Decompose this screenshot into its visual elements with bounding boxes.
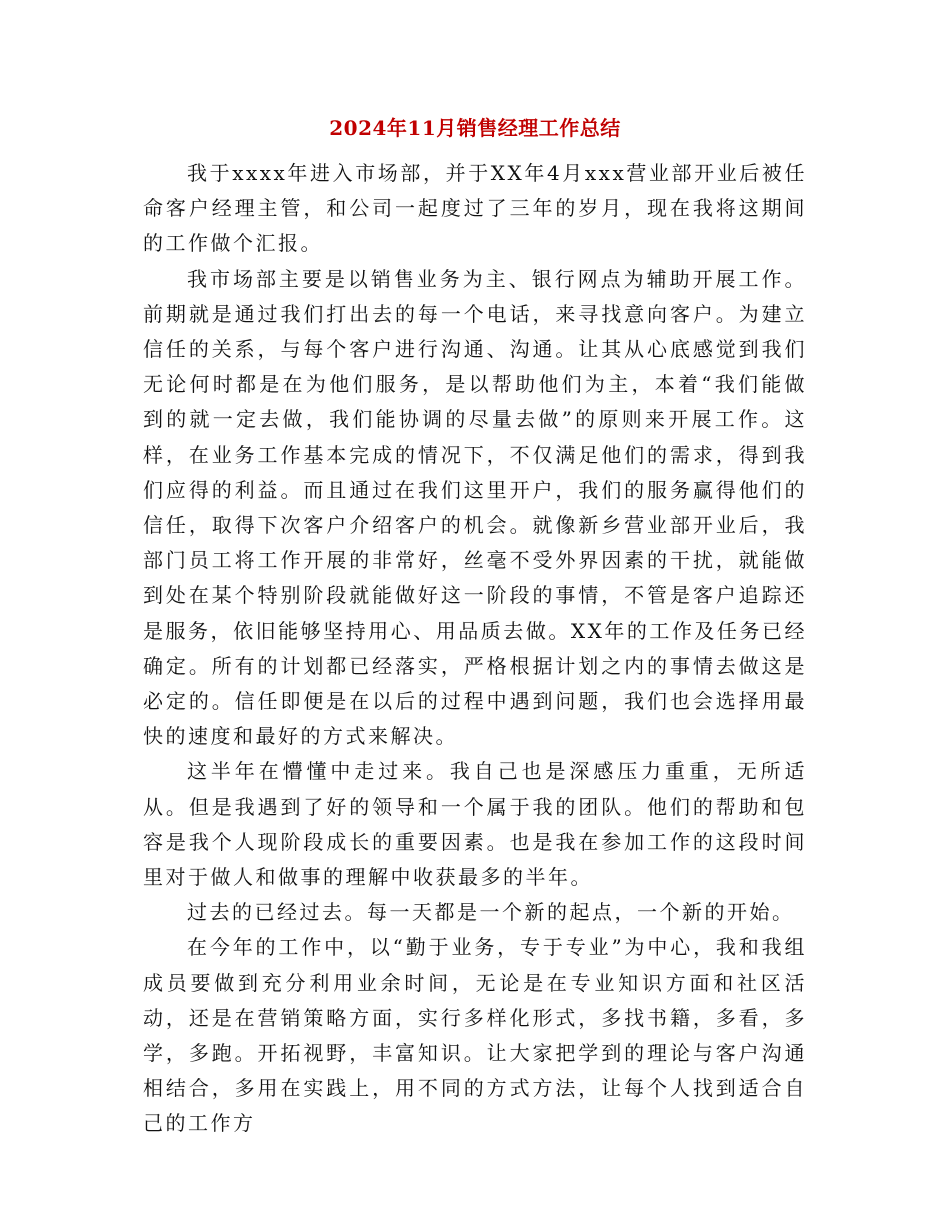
- paragraph-3: 这半年在懵懂中走过来。我自己也是深感压力重重，无所适从。但是我遇到了好的领导和一个属于我的团队。他们的帮助和包容是我个人现阶段成长的重要因素。也是我在参加工作的这段时间里对于做人和做事的理解中收获最多的半年。: [143, 759, 807, 890]
- document-body: [143, 156, 807, 1142]
- paragraph-5: 在今年的工作中，以“勤于业务，专于专业”为中心，我和我组成员要做到充分利用业余时间，无论是在专业知识方面和社区活动，还是在营销策略方面，实行多样化形式，多找书籍，多看，多学，多跑。开拓视野，丰富知识。让大家把学到的理论与客户沟通相结合，多用在实践上，用不同的方式方法，让每个人找到适合自己的工作方: [143, 935, 807, 1136]
- document-title: 2024年11月销售经理工作总结: [329, 116, 621, 140]
- paragraph-4: 过去的已经过去。每一天都是一个新的起点，一个新的开始。: [187, 900, 795, 925]
- paragraph-1: 我于xxxx年进入市场部，并于XX年4月xxx营业部开业后被任命客户经理主管，和公司一起度过了三年的岁月，现在我将这期间的工作做个汇报。: [143, 161, 807, 256]
- paragraph-2: 我市场部主要是以销售业务为主、银行网点为辅助开展工作。前期就是通过我们打出去的每一个电话，来寻找意向客户。为建立信任的关系，与每个客户进行沟通、沟通。让其从心底感觉到我们无论何时都是在为他们服务，是以帮助他们为主，本着“我们能做到的就一定去做，我们能协调的尽量去做”的原则来开展工作。这样，在业务工作基本完成的情况下，不仅满足他们的需求，得到我们应得的利益。而且通过在我们这里开户，我们的服务赢得他们的信任，取得下次客户介绍客户的机会。就像新乡营业部开业后，我部门员工将工作开展的非常好，丝毫不受外界因素的干扰，就能做到处在某个特别阶段就能做好这一阶段的事情，不管是客户追踪还是服务，依旧能够坚持用心、用品质去做。XX年的工作及任务已经确定。所有的计划都已经落实，严格根据计划之内的事情去做这是必定的。信任即便是在以后的过程中遇到问题，我们也会选择用最快的速度和最好的方式来解决。: [143, 266, 807, 749]
